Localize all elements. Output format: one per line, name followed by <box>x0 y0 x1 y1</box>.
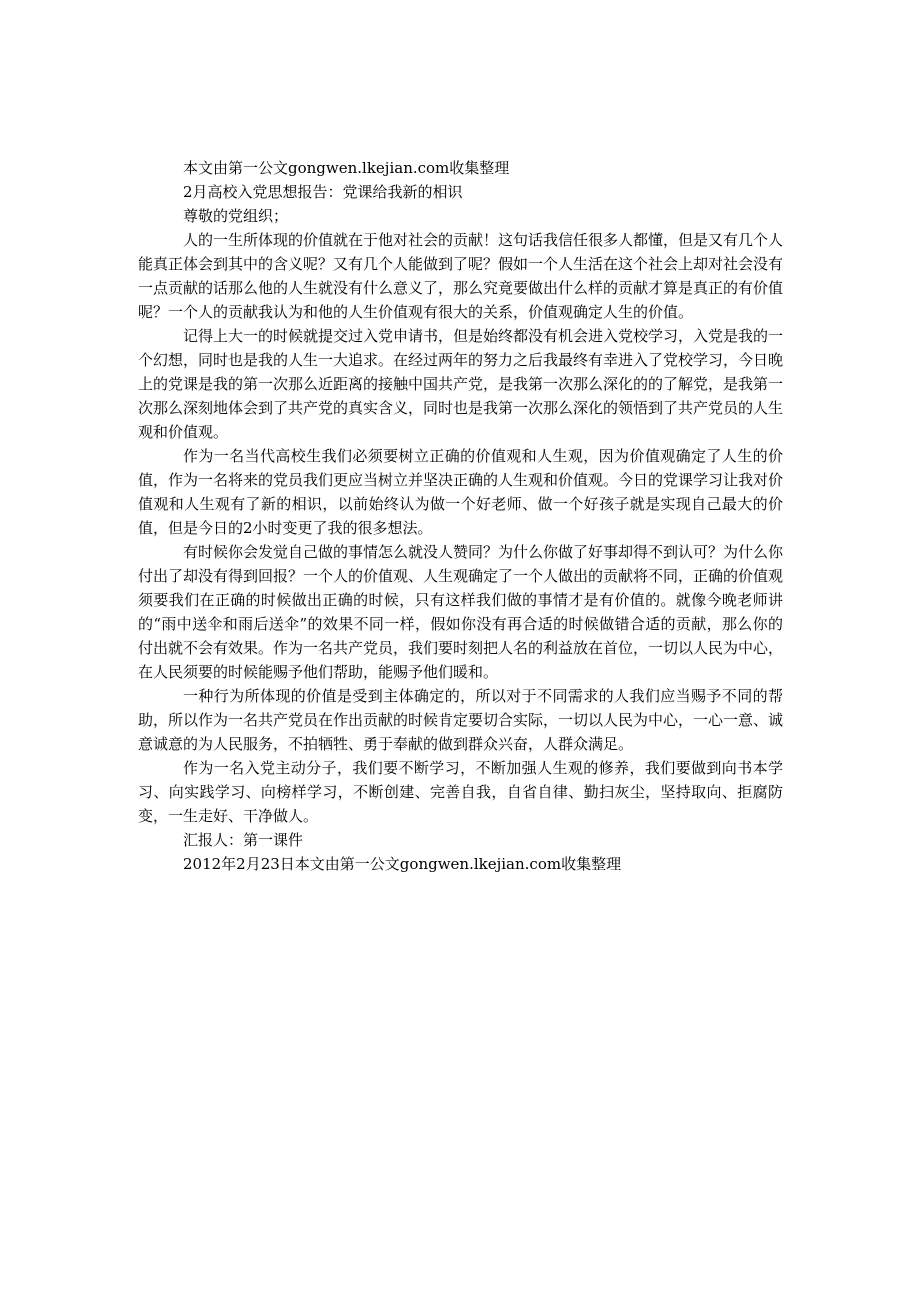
body-paragraph: 一种行为所体现的价值是受到主体确定的，所以对于不同需求的人我们应当赐予不同的帮助，所以作为一名共产党员在作出贡献的时候肯定要切合实际，一切以人民为中心，一心一意、诚意诚意的为人民服务，不拍牺牲、勇于奉献的做到群众兴奋，人群众满足。 <box>138 687 784 753</box>
salutation: 尊敬的党组织； <box>183 207 289 225</box>
document-body <box>138 156 783 876</box>
body-paragraph: 有时候你会发觉自己做的事情怎么就没人赞同？为什么你做了好事却得不到认可？为什么你付出了却没有得到回报？一个人的价值观、人生观确定了一个人做出的贡献将不同，正确的价值观须要我们在正确的时候做出正确的时候，只有这样我们做的事情才是有价值的。就像今晚老师讲的“雨中送伞和雨后送伞”的效果不同一样，假如你没有再合适的时候做错合适的贡献，那么你的付出就不会有效果。作为一名共产党员，我们要时刻把人名的利益放在首位，一切以人民为中心，在人民须要的时候能赐予他们帮助，能赐予他们暖和。 <box>138 543 784 681</box>
body-paragraph: 作为一名入党主动分子，我们要不断学习，不断加强人生观的修养，我们要做到向书本学习、向实践学习、向榜样学习，不断创建、完善自我，自省自律、勤扫灰尘，坚持取向、拒腐防变，一生走好、干净做人。 <box>138 759 783 825</box>
report-title: 2月高校入党思想报告：党课给我新的相识 <box>183 183 463 201</box>
body-paragraph: 作为一名当代高校生我们必须要树立正确的价值观和人生观，因为价值观确定了人生的价值，作为一名将来的党员我们更应当树立并坚决正确的人生观和价值观。今日的党课学习让我对价值观和人生观有了新的相识，以前始终认为做一个好老师、做一个好孩子就是实现自己最大的价值，但是今日的2小时变更了我的很多想法。 <box>138 447 784 537</box>
signature: 汇报人：第一课件 <box>183 831 304 849</box>
body-paragraph: 记得上大一的时候就提交过入党申请书，但是始终都没有机会进入党校学习，入党是我的一个幻想，同时也是我的人生一大追求。在经过两年的努力之后我最终有幸进入了党校学习，今日晚上的党课是我的第一次那么近距离的接触中国共产党，是我第一次那么深化的的了解党，是我第一次那么深刻地体会到了共产党的真实含义，同时也是我第一次那么深化的领悟到了共产党员的人生观和价值观。 <box>138 327 784 441</box>
date-line: 2012年2月23日本文由第一公文gongwen.lkejian.com收集整理 <box>183 855 622 873</box>
body-paragraph: 人的一生所体现的价值就在于他对社会的贡献！这句话我信任很多人都懂，但是又有几个人能真正体会到其中的含义呢？又有几个人能做到了呢？假如一个人生活在这个社会上却对社会没有一点贡献的话那么他的人生就没有什么意义了，那么究竟要做出什么样的贡献才算是真正的有价值呢？一个人的贡献我认为和他的人生价值观有很大的关系，价值观确定人生的价值。 <box>138 231 784 321</box>
source-note: 本文由第一公文gongwen.lkejian.com收集整理 <box>183 159 510 177</box>
